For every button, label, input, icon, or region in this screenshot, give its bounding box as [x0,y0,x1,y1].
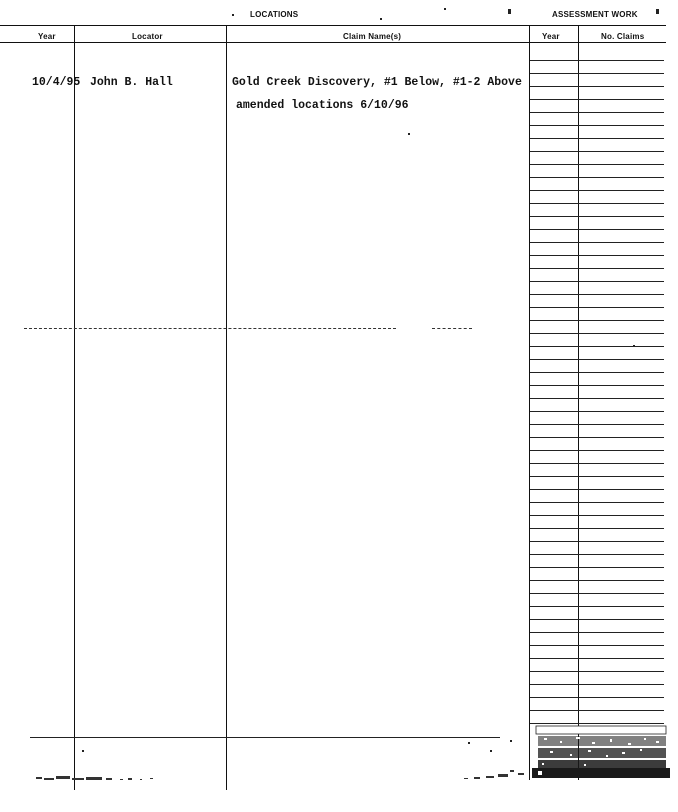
grid-line [530,346,664,347]
grid-line [530,398,664,399]
grid-line [530,502,664,503]
entry-locator: John B. Hall [90,76,173,89]
grid-line [530,580,664,581]
grid-line [530,320,664,321]
locations-title: LOCATIONS [250,10,299,19]
grid-line [530,658,664,659]
grid-line [530,424,664,425]
scan-speck [82,750,84,752]
grid-line [530,710,664,711]
column-header-claim-names: Claim Name(s) [343,32,402,41]
grid-line [530,177,664,178]
header-rule-bottom [0,42,666,43]
grid-line [530,437,664,438]
ruled-line-middle-right [432,328,472,329]
column-header-locator: Locator [132,32,163,41]
scan-speck [633,345,635,347]
grid-line [530,593,664,594]
grid-line [530,294,664,295]
entry-claim-name: Gold Creek Discovery, #1 Below, #1-2 Above [232,76,522,89]
grid-line [530,281,664,282]
column-header-no-claims: No. Claims [601,32,645,41]
header-mark [508,9,511,14]
grid-line [530,99,664,100]
grid-line [530,671,664,672]
grid-line [530,359,664,360]
grid-line [530,60,664,61]
grid-line [530,307,664,308]
grid-line [530,684,664,685]
grid-line [530,203,664,204]
grid-line [530,645,664,646]
grid-line [530,567,664,568]
grid-line [530,151,664,152]
header-mark [656,9,659,14]
scan-speck [380,18,382,20]
grid-line [530,164,664,165]
scan-speck [468,742,470,744]
grid-line [530,697,664,698]
grid-line [530,229,664,230]
scan-speck [408,133,410,135]
grid-line [530,86,664,87]
grid-line [530,619,664,620]
grid-line [530,450,664,451]
grid-line [530,489,664,490]
grid-line [530,632,664,633]
assessment-work-title: ASSESSMENT WORK [552,10,638,19]
grid-line [530,268,664,269]
scan-speck [510,740,512,742]
entry-year: 10/4/95 [32,76,81,89]
grid-line [530,606,664,607]
column-header-year: Year [38,32,56,41]
grid-line [530,476,664,477]
grid-line [530,138,664,139]
grid-line [530,190,664,191]
scan-smudge-block [530,724,670,780]
grid-line [530,242,664,243]
header-rule-top [0,25,666,26]
grid-line [530,216,664,217]
ruled-line-bottom [30,737,500,738]
grid-line [530,112,664,113]
grid-line [530,528,664,529]
scan-noise-bottom-right [464,764,530,784]
entry-note: amended locations 6/10/96 [236,99,409,112]
grid-line [530,385,664,386]
ruled-line-middle [24,328,396,329]
grid-line [530,541,664,542]
grid-line [530,411,664,412]
grid-line [530,463,664,464]
scan-noise-bottom-left [36,774,166,784]
grid-line [530,125,664,126]
column-divider-locator [226,25,227,790]
grid-line [530,333,664,334]
grid-line [530,255,664,256]
scan-speck [232,14,234,16]
scan-speck [444,8,446,10]
scan-speck [490,750,492,752]
grid-line [530,515,664,516]
column-header-assessment-year: Year [542,32,560,41]
grid-line [530,73,664,74]
grid-line [530,372,664,373]
column-divider-year [74,25,75,790]
grid-line [530,554,664,555]
